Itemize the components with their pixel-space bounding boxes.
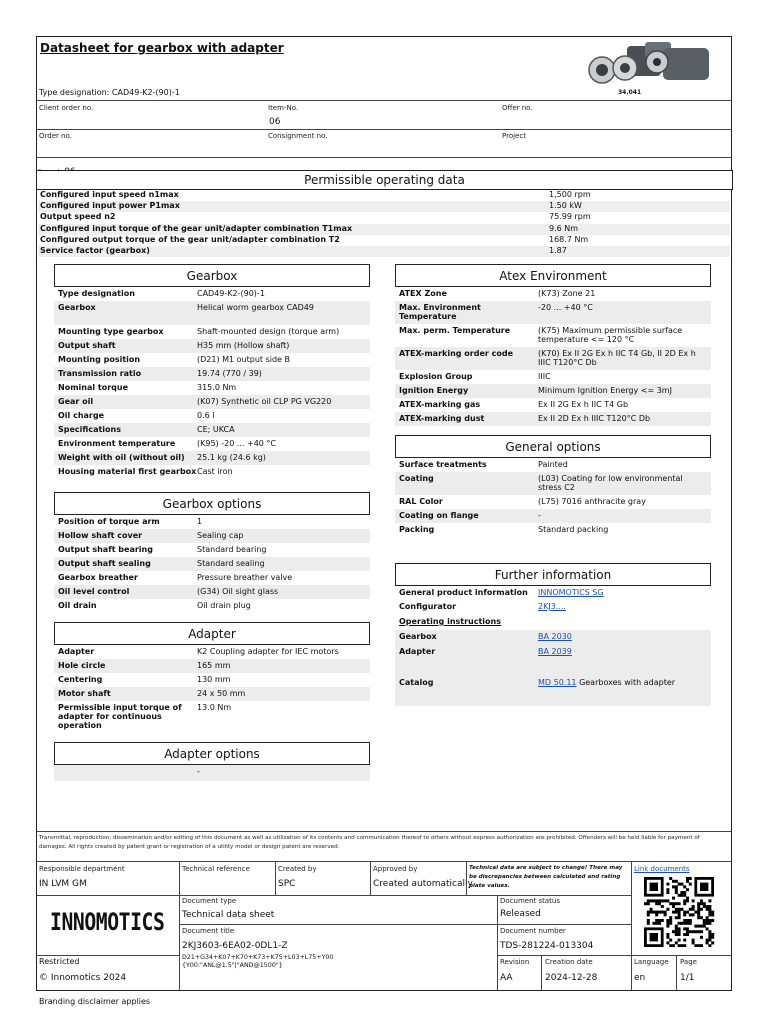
doc-type-value: Technical data sheet <box>182 910 275 920</box>
row-value: 25.1 kg (24.6 kg) <box>197 453 266 462</box>
operating-value: 1.50 kW <box>549 201 582 211</box>
row-value: 0.6 l <box>197 411 215 420</box>
operating-value: 75.99 rpm <box>549 212 591 222</box>
further-row-spacer <box>395 660 711 676</box>
row-value: - <box>197 767 200 776</box>
adapter-title: Adapter <box>54 622 370 645</box>
row-value: H35 mm (Hollow shaft) <box>197 341 290 350</box>
table-row <box>54 381 370 395</box>
row-label: ATEX Zone <box>399 289 447 298</box>
table-row <box>395 472 711 495</box>
table-row <box>395 347 711 370</box>
row-label: Adapter <box>58 647 95 656</box>
row-label: Permissible input torque of adapter for continuous operation <box>58 703 182 730</box>
row-value: Shaft-mounted design (torque arm) <box>197 327 340 336</box>
table-row <box>54 529 370 543</box>
table-row <box>54 645 370 659</box>
catalog-text: Gearboxes with adapter <box>579 678 676 687</box>
row-value: 130 mm <box>197 675 231 684</box>
configurator-label: Configurator <box>399 602 457 611</box>
creation-date-label: Creation date <box>545 958 593 966</box>
approved-by-value: Created automatically <box>373 879 473 889</box>
offer-label: Offer no. <box>502 104 533 112</box>
operating-data-title: Permissible operating data <box>37 170 733 190</box>
table-row <box>54 543 370 557</box>
row-label: ATEX-marking dust <box>399 414 485 423</box>
row-value: CAD49-K2-(90)-1 <box>197 289 265 298</box>
table-row <box>54 451 370 465</box>
row-label: Ignition Energy <box>399 386 469 395</box>
operating-row <box>38 246 730 257</box>
table-row <box>54 325 370 339</box>
further-row-configurator <box>395 600 711 614</box>
operating-label: Configured input speed n1max <box>40 190 179 199</box>
table-row <box>54 395 370 409</box>
catalog-label: Catalog <box>399 678 434 687</box>
table-row <box>54 353 370 367</box>
operating-row <box>38 224 730 235</box>
row-value: Ex II 2G Ex h IIC T4 Gb <box>538 400 629 409</box>
client-order-label: Client order no. <box>39 104 94 112</box>
row-value: Pressure breather valve <box>197 573 293 582</box>
technical-note: Technical data are subject to change! There may be discrepancies between calculated and rating plate values. <box>469 865 623 889</box>
row-value: 24 x 50 mm <box>197 689 246 698</box>
configurator-link[interactable]: 2KJ3.... <box>538 602 566 611</box>
row-value: (K75) Maximum permissible surface temperature <= 120 °C <box>538 326 683 344</box>
table-row <box>395 287 711 301</box>
row-label: Surface treatments <box>399 460 487 469</box>
row-value: (K07) Synthetic oil CLP PG VG220 <box>197 397 332 406</box>
legal-disclaimer: Transmittal, reproduction, dissemination and/or editing of this document as well as utilization of its contents and communication thereof to others without express authorization are prohibited. Offenders will be held liable for payment of damages. All rights created by patent grant or registration of a utility model or design patent are reserved. <box>39 835 700 850</box>
further-row-catalog <box>395 676 711 706</box>
operating-value: 168.7 Nm <box>549 234 589 244</box>
row-label: Weight with oil (without oil) <box>58 453 185 462</box>
row-value: Sealing cap <box>197 531 244 540</box>
row-value: 19.74 (770 / 39) <box>197 369 262 378</box>
row-value: Painted <box>538 460 568 469</box>
catalog-value <box>538 678 675 687</box>
ba-gearbox-link[interactable]: BA 2030 <box>538 632 572 641</box>
row-label: Gearbox <box>58 303 96 312</box>
operating-row <box>38 212 730 223</box>
row-label: Transmission ratio <box>58 369 142 378</box>
operating-row <box>38 190 730 201</box>
row-value: (G34) Oil sight glass <box>197 587 279 596</box>
ba-adapter-link[interactable]: BA 2039 <box>538 647 572 656</box>
row-value: CE; UKCA <box>197 425 235 434</box>
row-label: Oil drain <box>58 601 97 610</box>
doc-title-value: 2KJ3603-6EA02-0DL1-Z <box>182 941 288 951</box>
row-label: ATEX-marking order code <box>399 349 513 358</box>
ba-adapter-label: Adapter <box>399 647 436 656</box>
operating-label: Configured output torque of the gear unit/adapter combination T2 <box>40 234 340 244</box>
doc-title-label: Document title <box>182 927 235 935</box>
row-label: Output shaft sealing <box>58 559 151 568</box>
row-value: Ex II 2D Ex h IIIC T120°C Db <box>538 414 651 423</box>
row-label: Centering <box>58 675 103 684</box>
row-label: Environment temperature <box>58 439 176 448</box>
table-row <box>54 437 370 451</box>
row-value: (K95) -20 ... +40 °C <box>197 439 277 448</box>
row-label: Coating <box>399 474 434 483</box>
table-row <box>54 515 370 529</box>
further-row-gearbox <box>395 630 711 645</box>
row-value: (K70) Ex II 2G Ex h IIC T4 Gb, II 2D Ex h IIIC T120°C Db <box>538 349 696 367</box>
product-image <box>585 40 715 88</box>
adapter-options-title: Adapter options <box>54 742 370 765</box>
further-row-general <box>395 586 711 600</box>
link-documents[interactable]: Link documents <box>634 865 690 873</box>
created-by-label: Created by <box>278 865 317 873</box>
row-label: Housing material first gearbox <box>58 467 197 476</box>
brand-logo: INNOMOTICS <box>50 908 165 936</box>
table-row <box>54 287 370 301</box>
table-row <box>395 384 711 398</box>
row-value: K2 Coupling adapter for IEC motors <box>197 647 339 656</box>
table-row <box>54 599 370 613</box>
row-label: Output shaft bearing <box>58 545 153 554</box>
catalog-link[interactable]: MD 50.11 <box>538 678 577 687</box>
operating-row <box>38 235 730 246</box>
item-value: 06 <box>269 117 281 127</box>
row-label: Position of torque arm <box>58 517 160 526</box>
row-value: (D21) M1 output side B <box>197 355 291 364</box>
row-label: ATEX-marking gas <box>399 400 481 409</box>
page-title: Datasheet for gearbox with adapter <box>40 41 284 55</box>
row-value: (K73) Zone 21 <box>538 289 596 298</box>
doc-status-value: Released <box>500 909 541 919</box>
gearbox-title: Gearbox <box>54 264 370 287</box>
row-label: Oil charge <box>58 411 105 420</box>
doc-title-code1: D21+G34+K07+K70+K73+K75+L03+L75+Y00 <box>182 954 334 961</box>
table-row <box>54 465 370 479</box>
row-label: Max. perm. Temperature <box>399 326 511 335</box>
row-label: Mounting type gearbox <box>58 327 164 336</box>
row-label: Specifications <box>58 425 121 434</box>
project-label: Project <box>502 132 526 140</box>
general-product-info-link[interactable]: INNOMOTICS SG <box>538 588 604 597</box>
operating-row <box>38 201 730 212</box>
row-label: Max. Environment Temperature <box>399 303 481 321</box>
row-label: Nominal torque <box>58 383 129 392</box>
row-value: (L75) 7016 anthracite gray <box>538 497 646 506</box>
copyright: © Innomotics 2024 <box>39 973 127 983</box>
table-row <box>54 765 370 781</box>
operating-value: 1.87 <box>549 246 567 255</box>
row-label: Motor shaft <box>58 689 111 698</box>
gearbox-options-title: Gearbox options <box>54 492 370 515</box>
row-value: Oil drain plug <box>197 601 251 610</box>
table-row <box>54 687 370 701</box>
qr-code[interactable] <box>641 877 717 947</box>
table-row <box>54 659 370 673</box>
table-row <box>395 495 711 509</box>
table-row <box>395 301 711 324</box>
table-row <box>395 523 711 551</box>
row-label: Explosion Group <box>399 372 473 381</box>
row-label: Gear oil <box>58 397 94 406</box>
revision-value: AA <box>500 973 513 983</box>
row-value: Cast iron <box>197 467 233 476</box>
revision-label: Revision <box>500 958 530 966</box>
doc-status-label: Document status <box>500 897 560 905</box>
row-label: Oil level control <box>58 587 130 596</box>
restricted-label: Restricted <box>39 957 80 966</box>
row-label: Hollow shaft cover <box>58 531 143 540</box>
operating-value: 9.6 Nm <box>549 223 579 233</box>
operating-instructions-label: Operating instructions <box>399 617 501 626</box>
table-row <box>54 585 370 599</box>
further-info-title: Further information <box>395 563 711 586</box>
created-by-value: SPC <box>278 879 296 889</box>
table-row <box>395 509 711 523</box>
row-label: RAL Color <box>399 497 443 506</box>
row-label: Coating on flange <box>399 511 479 520</box>
row-value: 13.0 Nm <box>197 703 232 712</box>
row-value: - <box>538 511 541 520</box>
responsible-dept-value: IN LVM GM <box>39 879 87 889</box>
table-row <box>54 367 370 381</box>
table-row <box>54 701 370 729</box>
general-product-info-label: General product information <box>399 588 528 597</box>
row-label: Mounting position <box>58 355 141 364</box>
further-row-adapter <box>395 645 711 660</box>
further-row-operating <box>395 615 711 629</box>
table-row <box>54 673 370 687</box>
item-label: Item-No. <box>268 104 299 112</box>
doc-title-code2: {Y00:"ANL@1.5"|"AND@1500"} <box>182 962 283 969</box>
table-row <box>395 398 711 412</box>
operating-label: Configured input power P1max <box>40 201 180 211</box>
general-options-title: General options <box>395 435 711 458</box>
row-value: 165 mm <box>197 661 231 670</box>
language-value: en <box>634 973 646 983</box>
row-value: Standard sealing <box>197 559 265 568</box>
row-value: Standard packing <box>538 525 609 534</box>
type-designation: Type designation: CAD49-K2-(90)-1 <box>39 88 180 97</box>
row-label: Gearbox breather <box>58 573 138 582</box>
ba-gearbox-label: Gearbox <box>399 632 437 641</box>
atex-title: Atex Environment <box>395 264 711 287</box>
order-label: Order no. <box>39 132 72 140</box>
row-value: Minimum Ignition Energy <= 3mJ <box>538 386 672 395</box>
table-row <box>395 370 711 384</box>
row-label: Type designation <box>58 289 135 298</box>
table-row <box>54 571 370 585</box>
row-label: Packing <box>399 525 435 534</box>
row-value: Helical worm gearbox CAD49 <box>197 303 314 312</box>
responsible-dept-label: Responsible department <box>39 865 125 873</box>
image-caption: 34.041 <box>618 89 642 96</box>
operating-label: Configured input torque of the gear unit/adapter combination T1max <box>40 223 353 233</box>
creation-date-value: 2024-12-28 <box>545 973 598 983</box>
consignment-label: Consignment no. <box>268 132 328 140</box>
table-row <box>54 301 370 325</box>
approved-by-label: Approved by <box>373 865 418 873</box>
doc-number-label: Document number <box>500 927 566 935</box>
table-row <box>395 324 711 347</box>
row-label: Output shaft <box>58 341 116 350</box>
operating-value: 1,500 rpm <box>549 190 591 199</box>
row-value: 315.0 Nm <box>197 383 237 392</box>
technical-reference-label: Technical reference <box>182 865 250 873</box>
operating-label: Output speed n2 <box>40 212 116 222</box>
page-label: Page <box>680 958 697 966</box>
table-row <box>54 557 370 571</box>
table-row <box>54 339 370 353</box>
row-value: -20 ... +40 °C <box>538 303 593 312</box>
table-row <box>54 423 370 437</box>
row-value: (L03) Coating for low environmental stress C2 <box>538 474 683 492</box>
table-row <box>395 458 711 472</box>
language-label: Language <box>634 958 669 966</box>
table-row <box>54 409 370 423</box>
doc-type-label: Document type <box>182 897 237 905</box>
page-value: 1/1 <box>680 973 695 983</box>
branding-disclaimer: Branding disclaimer applies <box>39 997 151 1006</box>
row-value: 1 <box>197 517 203 526</box>
doc-number-value: TDS-281224-013304 <box>500 941 594 951</box>
row-label: Hole circle <box>58 661 106 670</box>
row-value: Standard bearing <box>197 545 267 554</box>
row-value: IIIC <box>538 372 551 381</box>
table-row <box>395 412 711 426</box>
operating-label: Service factor (gearbox) <box>40 246 150 255</box>
